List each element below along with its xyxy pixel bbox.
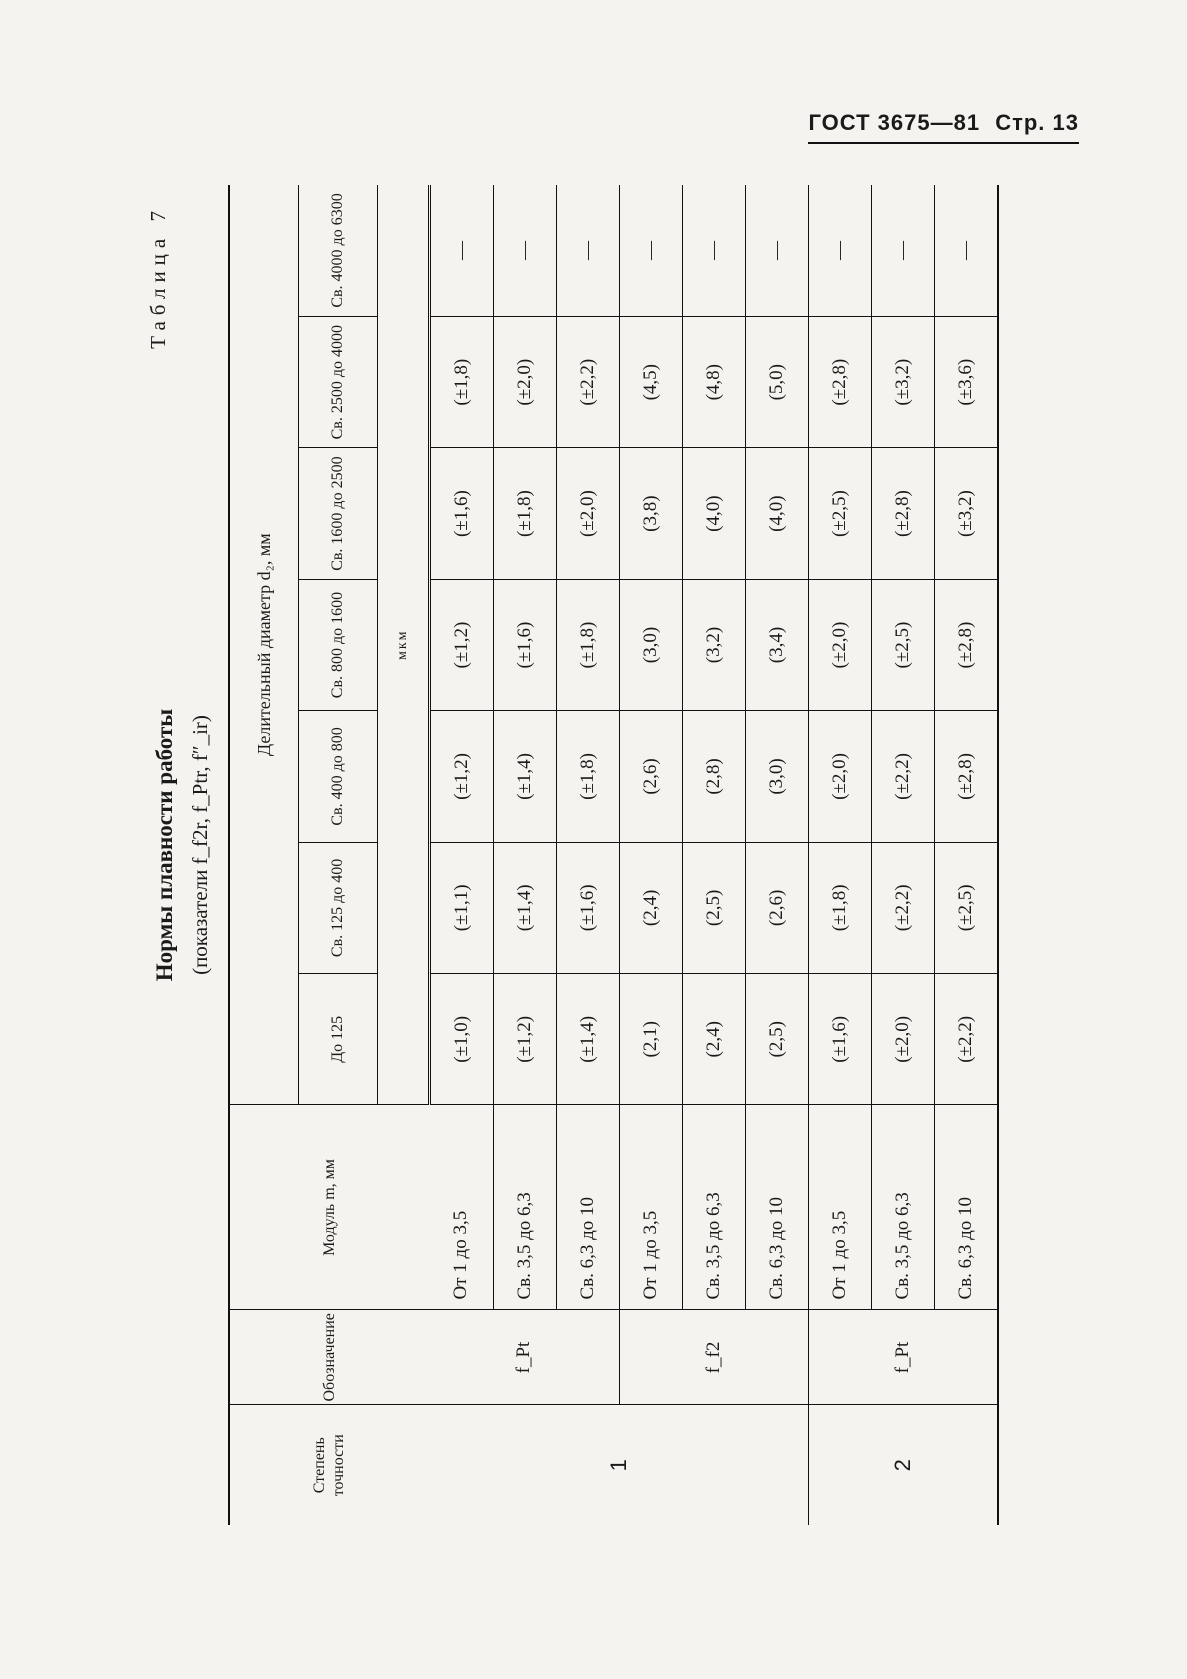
standard-number: ГОСТ 3675—81: [808, 110, 981, 135]
table-body: [430, 185, 999, 1525]
designation-cell: f_Pt: [430, 1310, 620, 1405]
module-cell: Св. 3,5 до 6,3: [494, 1105, 557, 1310]
norms-table: [228, 185, 999, 1525]
value-cell: (4,0): [746, 448, 809, 579]
value-cell: (±1,8): [430, 316, 494, 447]
value-cell: (±2,8): [809, 316, 872, 447]
header-diameter: Св. 1600 до 2500: [299, 448, 378, 579]
rotated-table-block: [140, 145, 1100, 1545]
designation-cell: f_Pt: [809, 1310, 999, 1405]
value-cell: (±2,8): [872, 448, 935, 579]
value-cell: (±1,8): [557, 579, 620, 710]
value-cell: (±2,0): [809, 711, 872, 842]
header-units: мкм: [378, 185, 430, 1105]
module-cell: Св. 6,3 до 10: [557, 1105, 620, 1310]
table-subtitle: (показатели f_f2r, f_Ptr, f″_ir): [188, 715, 212, 975]
value-cell: (±3,2): [935, 448, 999, 579]
module-cell: Св. 3,5 до 6,3: [872, 1105, 935, 1310]
value-cell: (±2,0): [872, 974, 935, 1105]
table-row: [620, 185, 683, 1525]
module-cell: От 1 до 3,5: [430, 1105, 494, 1310]
value-cell: (2,5): [746, 974, 809, 1105]
value-cell: —: [494, 185, 557, 316]
value-cell: (±2,5): [935, 842, 999, 973]
table-row: [430, 185, 494, 1525]
table-title: Нормы плавности работы: [152, 708, 177, 982]
value-cell: (±1,2): [430, 579, 494, 710]
value-cell: (±2,2): [872, 711, 935, 842]
value-cell: (±1,6): [494, 579, 557, 710]
value-cell: (±2,0): [494, 316, 557, 447]
module-cell: Св. 3,5 до 6,3: [683, 1105, 746, 1310]
value-cell: (2,6): [620, 711, 683, 842]
value-cell: (4,0): [683, 448, 746, 579]
value-cell: (±1,2): [494, 974, 557, 1105]
value-cell: —: [430, 185, 494, 316]
value-cell: (±2,2): [872, 842, 935, 973]
value-cell: (2,6): [746, 842, 809, 973]
value-cell: (±1,1): [430, 842, 494, 973]
value-cell: (±2,2): [935, 974, 999, 1105]
value-cell: (±3,2): [872, 316, 935, 447]
header-designation: Обозначение: [229, 1310, 430, 1405]
value-cell: (3,0): [746, 711, 809, 842]
module-cell: От 1 до 3,5: [809, 1105, 872, 1310]
header-diameter: Св. 800 до 1600: [299, 579, 378, 710]
header-module: Модуль m, мм: [229, 1105, 430, 1310]
value-cell: (±1,8): [494, 448, 557, 579]
module-cell: Св. 6,3 до 10: [935, 1105, 999, 1310]
module-cell: Св. 6,3 до 10: [746, 1105, 809, 1310]
module-cell: От 1 до 3,5: [620, 1105, 683, 1310]
header-diameter-group: Делительный диаметр d₂, мм: [229, 185, 299, 1105]
header-degree: Степень точности: [311, 1434, 347, 1497]
designation-cell: f_f2: [620, 1310, 809, 1405]
value-cell: —: [683, 185, 746, 316]
value-cell: (±1,6): [557, 842, 620, 973]
value-cell: (2,5): [683, 842, 746, 973]
value-cell: (±1,4): [494, 842, 557, 973]
value-cell: (±1,4): [557, 974, 620, 1105]
value-cell: (±1,8): [809, 842, 872, 973]
value-cell: (2,1): [620, 974, 683, 1105]
header-diameter: Св. 4000 до 6300: [299, 185, 378, 316]
value-cell: (3,4): [746, 579, 809, 710]
table-label: Таблица 7: [146, 205, 170, 349]
value-cell: (3,2): [683, 579, 746, 710]
value-cell: —: [557, 185, 620, 316]
value-cell: (±2,5): [809, 448, 872, 579]
value-cell: (±2,0): [809, 579, 872, 710]
degree-cell: 1: [605, 1459, 631, 1472]
value-cell: (±3,6): [935, 316, 999, 447]
value-cell: (±1,4): [494, 711, 557, 842]
header-diameter: До 125: [299, 974, 378, 1105]
page-number: Стр. 13: [995, 110, 1079, 135]
value-cell: (2,4): [620, 842, 683, 973]
page-header: [808, 110, 1079, 144]
value-cell: (±1,0): [430, 974, 494, 1105]
header-diameter: Св. 125 до 400: [299, 842, 378, 973]
value-cell: (3,0): [620, 579, 683, 710]
header-diameter: Св. 400 до 800: [299, 711, 378, 842]
value-cell: (±2,8): [935, 711, 999, 842]
value-cell: (±1,6): [809, 974, 872, 1105]
value-cell: —: [809, 185, 872, 316]
value-cell: (±1,8): [557, 711, 620, 842]
value-cell: (±2,5): [872, 579, 935, 710]
value-cell: (3,8): [620, 448, 683, 579]
value-cell: —: [872, 185, 935, 316]
value-cell: (±2,8): [935, 579, 999, 710]
value-cell: (±1,2): [430, 711, 494, 842]
value-cell: —: [935, 185, 999, 316]
value-cell: (2,4): [683, 974, 746, 1105]
value-cell: (±2,0): [557, 448, 620, 579]
value-cell: (4,8): [683, 316, 746, 447]
value-cell: (2,8): [683, 711, 746, 842]
value-cell: —: [620, 185, 683, 316]
value-cell: (±2,2): [557, 316, 620, 447]
value-cell: (4,5): [620, 316, 683, 447]
value-cell: —: [746, 185, 809, 316]
value-cell: (5,0): [746, 316, 809, 447]
value-cell: (±1,6): [430, 448, 494, 579]
table-row: [809, 185, 872, 1525]
header-diameter: Св. 2500 до 4000: [299, 316, 378, 447]
degree-cell: 2: [809, 1405, 999, 1525]
